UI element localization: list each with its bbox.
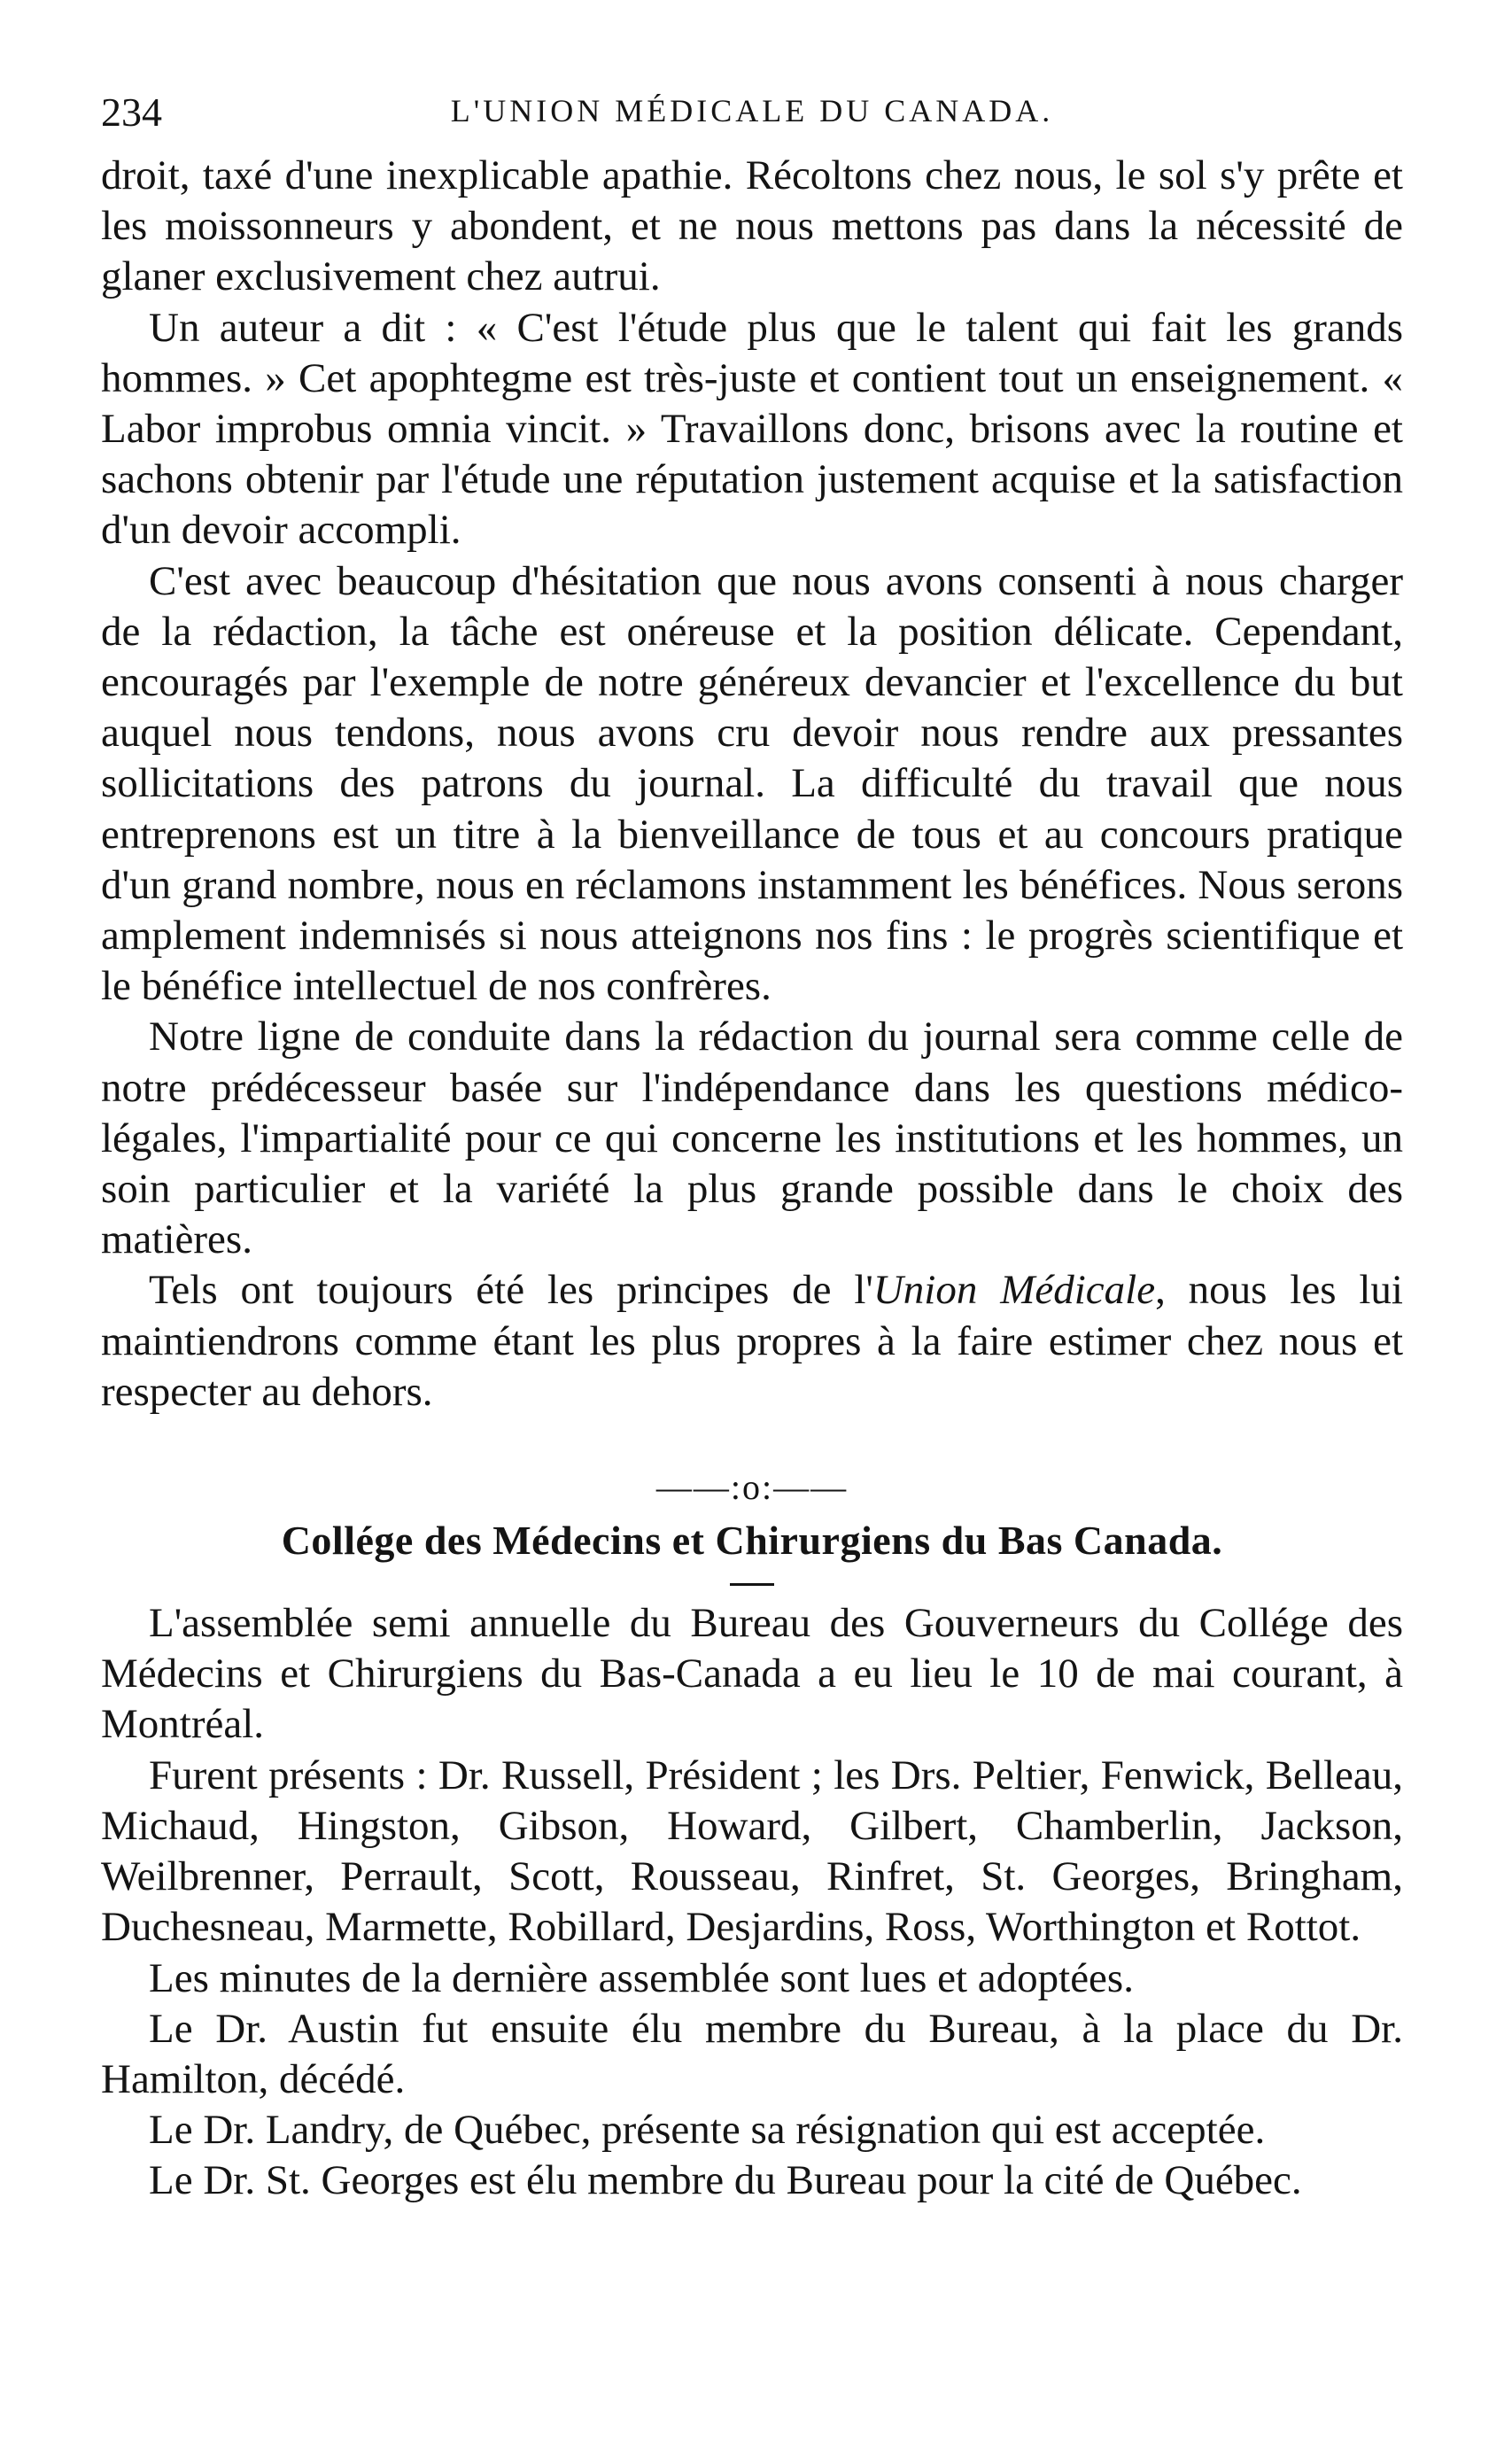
closing-text-after: , nous les lui maintiendrons comme étant les plus propres à la faire estimer chez nous et respecter au dehors. (101, 1267, 1403, 1415)
section-paragraph: Furent présents : Dr. Russell, Président ; les Drs. Peltier, Fenwick, Belleau, Michaud, Hingston, Gibson, Howard, Gilbert, Chamberlin, Jackson, Weilbrenner, Perrault, Scott, Rousseau, Rinfret, St. Georges, Bringham, Duchesneau, Marmette, Robillard, Desjardins, Ross, Worthington et Rottot. (101, 1751, 1403, 1951)
section-title: Collége des Médecins et Chirurgiens du Bas Canada. (281, 1518, 1223, 1564)
page (101, 89, 1403, 2207)
article-closing-paragraph (101, 1265, 1403, 1417)
article-body (101, 151, 1403, 1417)
article-paragraph: Un auteur a dit : « C'est l'étude plus que le talent qui fait les grands hommes. » Cet apophtegme est très-juste et contient tout un enseignement. « Labor improbus omnia vincit. » Travaillons donc, brisons avec la routine et sachons obtenir par l'étude une réputation justement acquise et la satisfaction d'un devoir accompli. (101, 304, 1403, 554)
page-header (101, 89, 1403, 151)
running-title: L'UNION MÉDICALE DU CANADA. (450, 93, 1054, 128)
article-paragraph: C'est avec beaucoup d'hésitation que nous avons consenti à nous charger de la rédaction, la tâche est onéreuse et la position délicate. Cependant, encouragés par l'exemple de notre généreux devancier et l'excellence du but auquel nous tendons, nous avons cru devoir nous rendre aux pressantes sollicitations des patrons du journal. La difficulté du travail que nous entreprenons est un titre à la bienveillance de tous et au concours pratique d'un grand nombre, nous en réclamons instamment les bénéfices. Nous serons amplement indemnisés si nous atteignons nos fins : le progrès scientifique et le bénéfice intellectuel de nos confrères. (101, 557, 1403, 1010)
section-separator: ——:o:—— (655, 1467, 849, 1508)
section-paragraph: Le Dr. St. Georges est élu membre du Bureau pour la cité de Québec. (149, 2157, 1302, 2204)
title-rule (730, 1583, 774, 1586)
section-body (101, 1598, 1403, 2206)
section-paragraph: Le Dr. Landry, de Québec, présente sa résignation qui est acceptée. (149, 2107, 1266, 2154)
section-paragraph: L'assemblée semi annuelle du Bureau des Gouverneurs du Collége des Médecins et Chirurgiens du Bas-Canada a eu lieu le 10 de mai courant, à Montréal. (101, 1600, 1403, 1748)
section-paragraph: Les minutes de la dernière assemblée sont lues et adoptées. (149, 1954, 1134, 2001)
closing-text-before: Tels ont toujours été les principes de l' (149, 1267, 873, 1314)
page-number: 234 (101, 89, 162, 135)
article-paragraph: Notre ligne de conduite dans la rédaction du journal sera comme celle de notre prédécesseur basée sur l'indépendance dans les questions médico-légales, l'impartialité pour ce qui concerne les institutions et les hommes, un soin particulier et la variété la plus grande possible dans le choix des matières. (101, 1014, 1403, 1263)
article-paragraph: droit, taxé d'une inexplicable apathie. Récoltons chez nous, le sol s'y prête et les moissonneurs y abondent, et ne nous mettons pas dans la nécessité de glaner exclusivement chez autrui. (101, 152, 1403, 300)
journal-name-italic: Union Médicale (872, 1267, 1156, 1314)
section-paragraph: Le Dr. Austin fut ensuite élu membre du Bureau, à la place du Dr. Hamilton, décédé. (101, 2005, 1403, 2102)
